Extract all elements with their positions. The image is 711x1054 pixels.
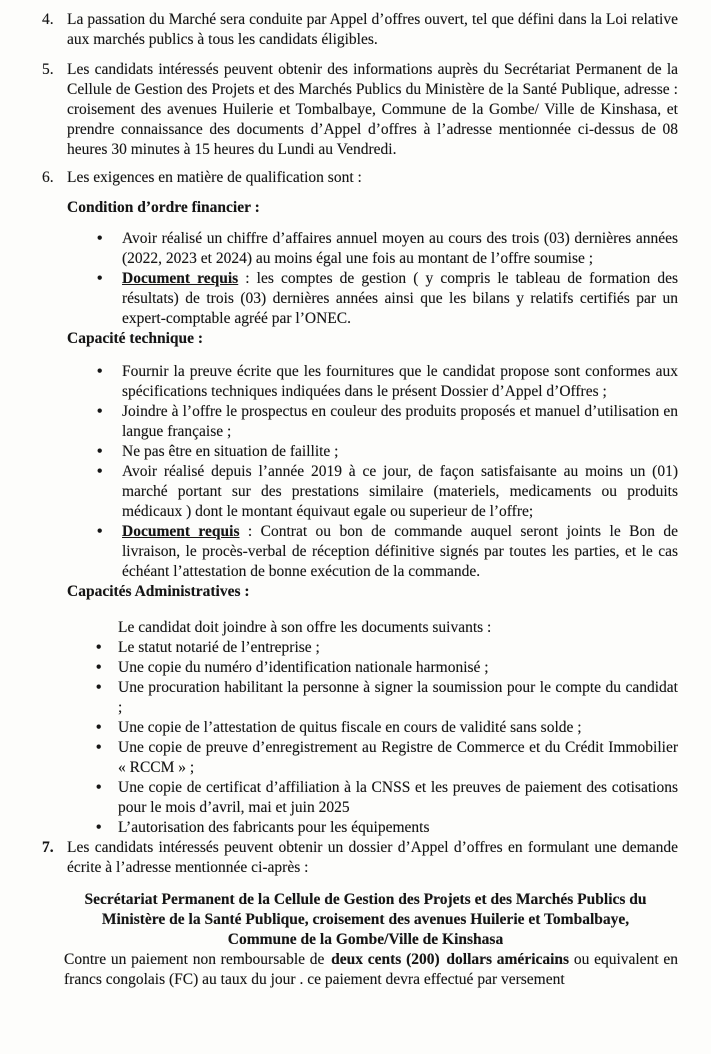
numbered-item-5 <box>42 60 678 160</box>
technical-bullet-2 <box>122 402 678 442</box>
administrative-bullet-5 <box>118 738 678 778</box>
administrative-bullet-1 <box>118 638 678 658</box>
payment-text-after: ou equivalent en francs congolais (FC) au taux du jour . ce paiement devra effectué par versement <box>64 951 678 988</box>
payment-amount-highlight: deux cents (200) <box>331 951 440 968</box>
payment-currency-text: dollars américains <box>441 951 574 968</box>
technical-bullet-4 <box>122 462 678 522</box>
bullet-text: L’autorisation des fabricants pour les équipements <box>118 819 430 836</box>
item-7-number: 7. <box>42 839 54 856</box>
bullet-text: Joindre à l’offre le prospectus en couleur des produits proposés et manuel d’utilisation en langue française ; <box>122 403 678 440</box>
bullet-lead-document-requis: Document requis <box>122 270 239 287</box>
technical-bullet-5 <box>122 522 678 582</box>
administrative-bullet-3 <box>118 678 678 718</box>
item-5-number: 5. <box>42 61 54 78</box>
numbered-item-6 <box>42 168 678 188</box>
administrative-bullet-4 <box>118 718 678 738</box>
item-6-text: Les exigences en matière de qualification sont : <box>67 169 362 186</box>
bullet-text: Fournir la preuve écrite que les fournitures que le candidat propose sont conformes aux spécifications techniques indiquées dans le présent Dossier d’Appel d’Offres ; <box>122 363 678 400</box>
section-heading-administrative: Capacités Administratives : <box>67 583 250 600</box>
administrative-bullet-list <box>118 638 678 838</box>
financial-bullet-list <box>122 229 678 329</box>
section-heading-technical: Capacité technique : <box>67 330 204 347</box>
address-line-2: Ministère de la Santé Publique, croisement des avenues Huilerie et Tombalbaye, <box>101 911 630 928</box>
bullet-text: Ne pas être en situation de faillite ; <box>122 443 339 460</box>
address-line-1: Secrétariat Permanent de la Cellule de Gestion des Projets et des Marchés Publics du <box>84 891 647 908</box>
financial-bullet-1 <box>122 229 678 269</box>
item-4-number: 4. <box>42 11 54 28</box>
administrative-intro: Le candidat doit joindre à son offre les documents suivants : <box>118 619 492 636</box>
numbered-item-7 <box>42 838 678 878</box>
bullet-text: Avoir réalisé depuis l’année 2019 à ce jour, de façon satisfaisante au moins un (01) marché portant sur des prestations similaire (materiels, medicaments ou produits médicaux ) dont le montant équivaut egale ou superieur de l’offre; <box>122 463 678 520</box>
section-heading-financial: Condition d’ordre financier : <box>67 199 260 216</box>
bullet-text: Une copie de l’attestation de quitus fiscale en cours de validité sans solde ; <box>118 719 582 736</box>
bullet-lead-document-requis: Document requis <box>122 523 240 540</box>
bullet-text: : les comptes de gestion ( y compris le tableau de formation des résultats) de trois (03) dernières années ainsi que les bilans y relatifs certifiés par un expert-comptable agréé par l’ONEC. <box>122 270 679 327</box>
bullet-text: : Contrat ou bon de commande auquel seront joints le Bon de livraison, le procès-verbal de réception définitive signés par toutes les parties, et le cas échéant l’attestation de bonne exécution de la commande. <box>122 523 678 580</box>
technical-bullet-list <box>122 362 678 582</box>
bullet-text: Une copie de preuve d’enregistrement au Registre de Commerce et du Crédit Immobilier « RCCM » ; <box>118 739 678 776</box>
financial-bullet-2 <box>122 269 678 329</box>
bullet-text: Le statut notarié de l’entreprise ; <box>118 639 320 656</box>
bullet-text: Une procuration habilitant la personne à signer la soumission pour le compte du candidat ; <box>118 679 678 716</box>
item-5-text: Les candidats intéressés peuvent obtenir des informations auprès du Secrétariat Permanent de la Cellule de Gestion des Projets et des Marchés Publics du Ministère de la Santé Publique, adresse : croisement des avenues Huilerie et Tombalbaye, Commune de la Gombe/ Ville de Kinshasa, et prendre connaissance des documents d’Appel d’offres à l’adresse mentionnée ci-dessus de 08 heures 30 minutes à 15 heures du Lundi au Vendredi. <box>67 61 678 158</box>
payment-paragraph <box>64 950 678 990</box>
technical-bullet-1 <box>122 362 678 402</box>
technical-bullet-3 <box>122 442 678 462</box>
item-6-number: 6. <box>42 169 54 186</box>
bullet-text: Une copie de certificat d’affiliation à la CNSS et les preuves de paiement des cotisations pour le mois d’avril, mai et juin 2025 <box>118 779 678 816</box>
numbered-item-4 <box>42 10 678 50</box>
administrative-bullet-2 <box>118 658 678 678</box>
address-line-3: Commune de la Gombe/Ville de Kinshasa <box>227 931 504 948</box>
item-7-text: Les candidats intéressés peuvent obtenir un dossier d’Appel d’offres en formulant une demande écrite à l’adresse mentionnée ci-après : <box>67 839 678 876</box>
bullet-text: Une copie du numéro d’identification nationale harmonisé ; <box>118 659 489 676</box>
administrative-bullet-7 <box>118 818 678 838</box>
administrative-bullet-6 <box>118 778 678 818</box>
payment-text-before: Contre un paiement non remboursable de <box>64 951 330 968</box>
item-4-text: La passation du Marché sera conduite par Appel d’offres ouvert, tel que défini dans la Loi relative aux marchés publics à tous les candidats éligibles. <box>67 11 678 48</box>
bullet-text: Avoir réalisé un chiffre d’affaires annuel moyen au cours des trois (03) dernières années (2022, 2023 et 2024) au moins égal une fois au montant de l’offre soumise ; <box>122 230 678 267</box>
address-block <box>60 890 671 950</box>
